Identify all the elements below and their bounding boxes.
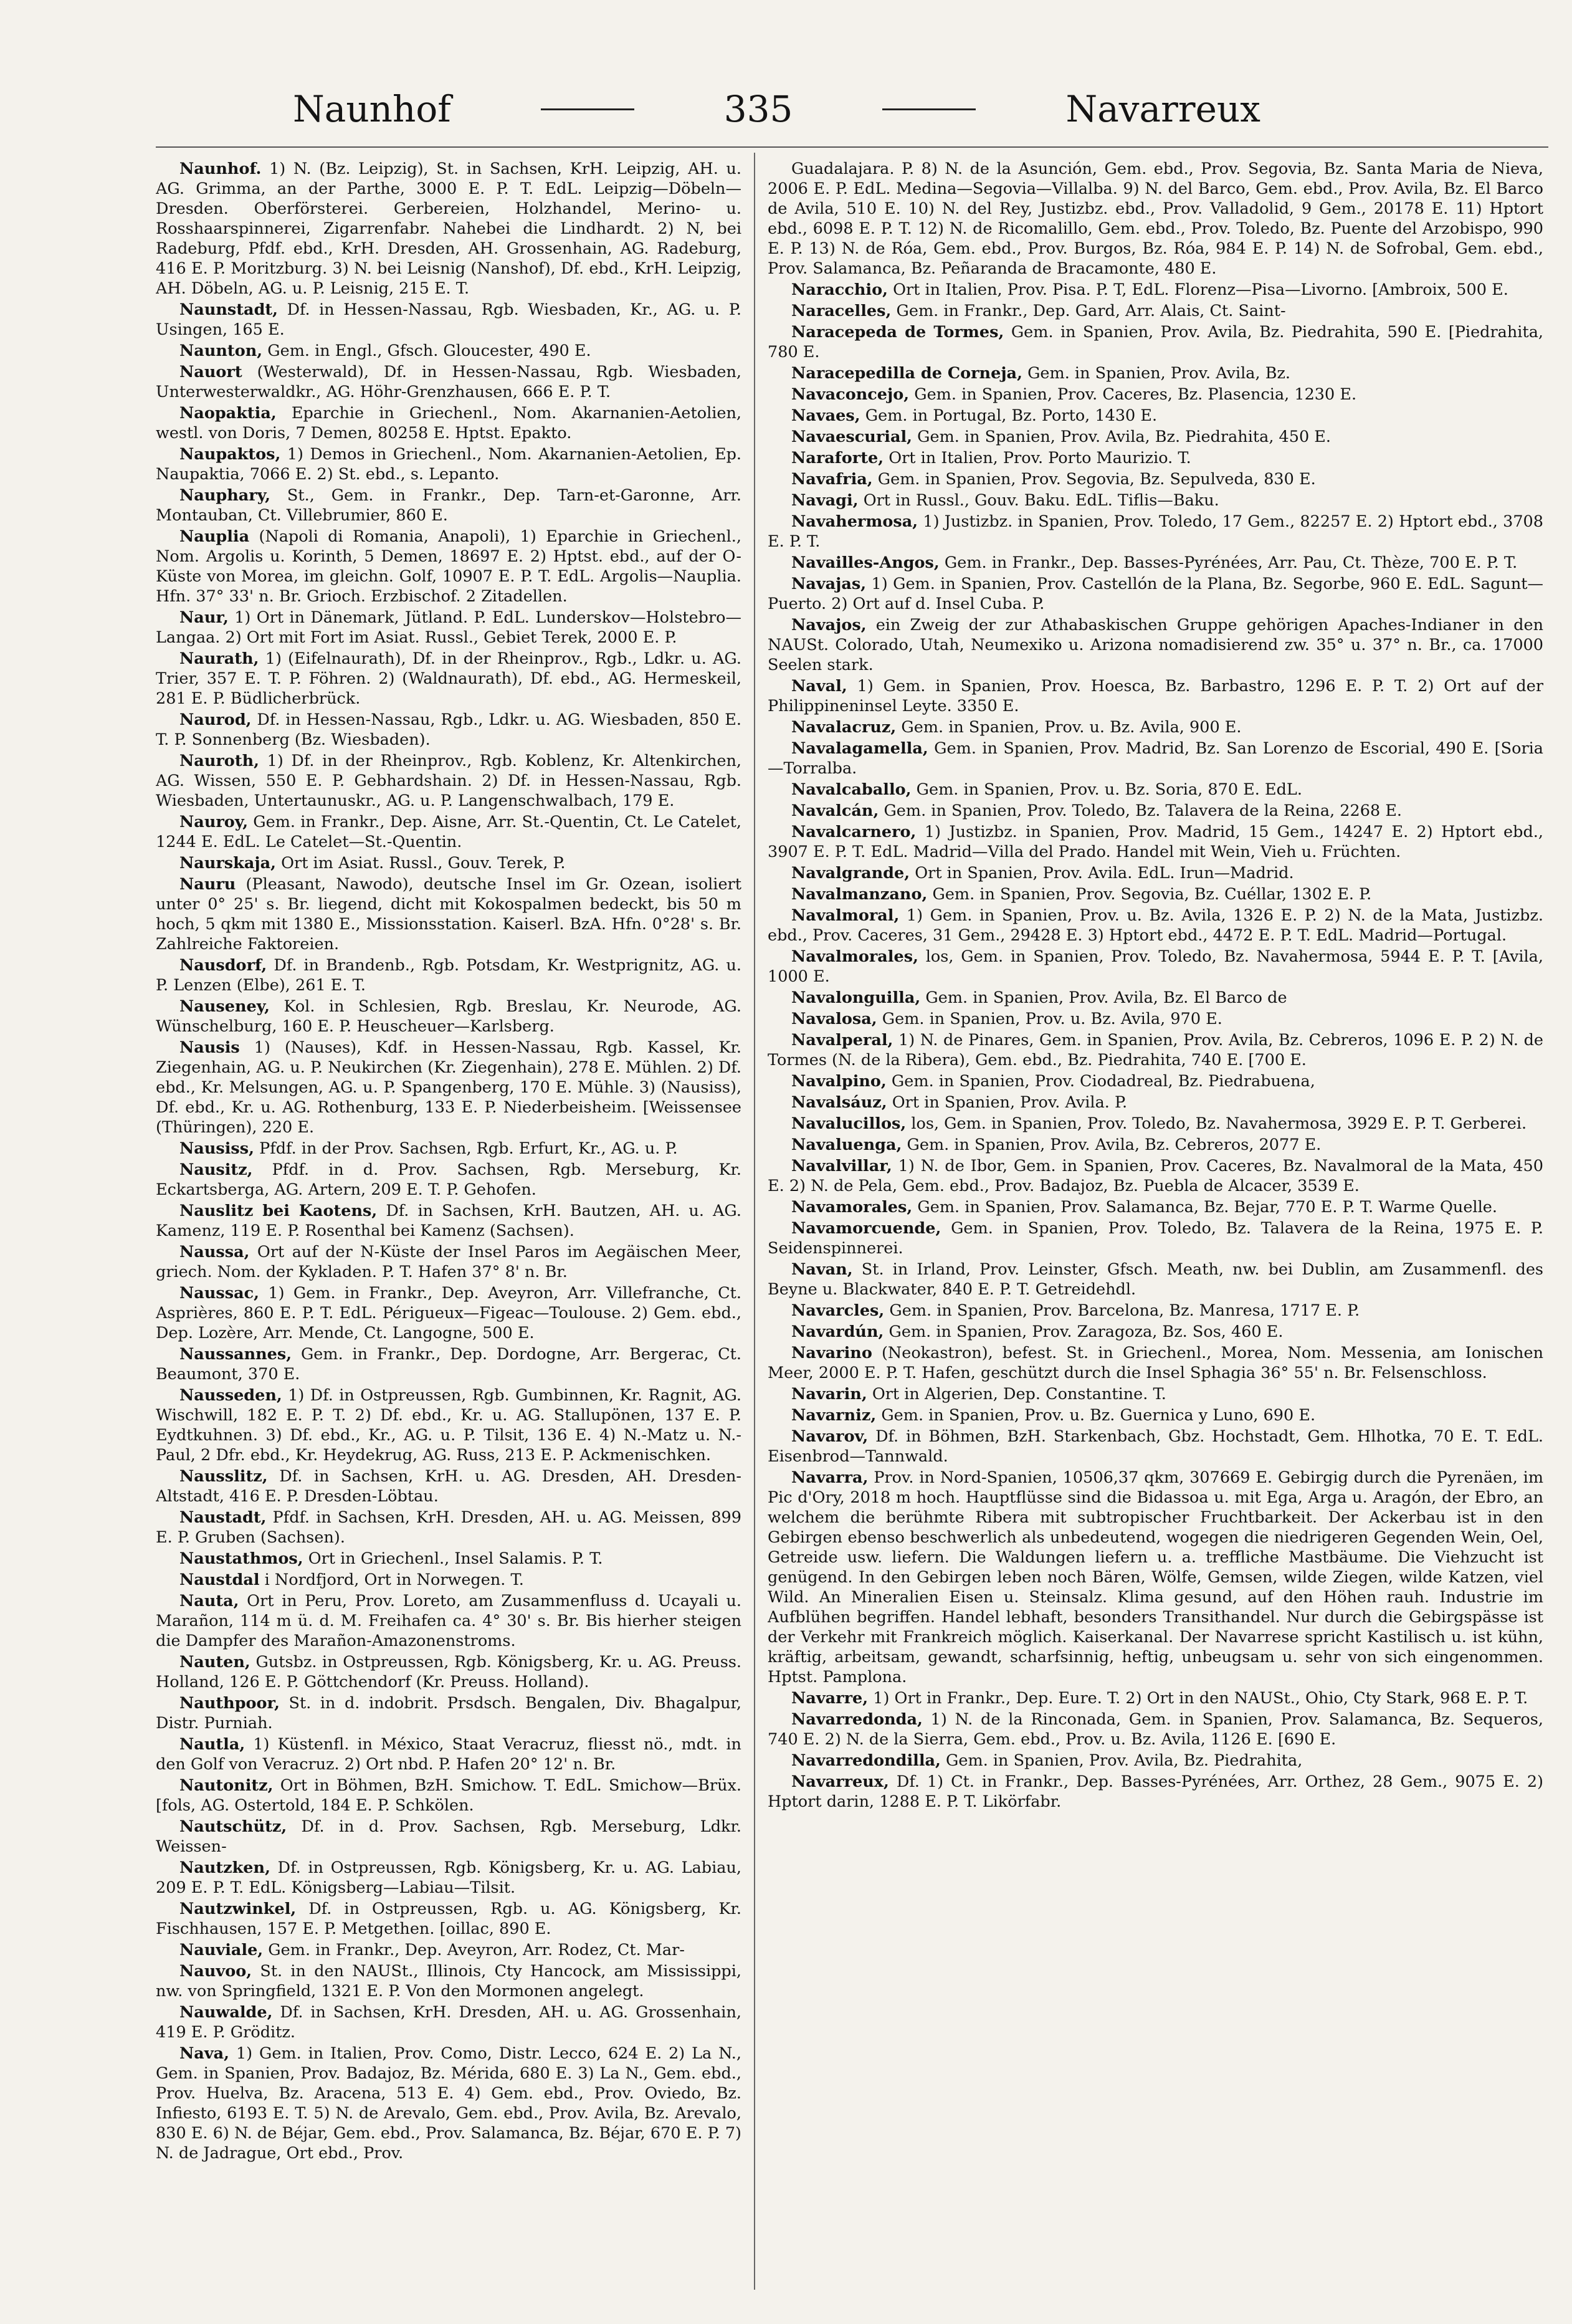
entry-headword: Nauphary, [179, 486, 270, 505]
entry-headword: Navalpino, [791, 1072, 887, 1091]
dictionary-entry [768, 676, 1543, 716]
entry-text: 1) Df. in der Rheinprov., Rgb. Koblenz, Kr. Altenkirchen, AG. Wissen, 550 E. P. Gebhardshain. 2) Df. in Hessen-Nassau, Rgb. Wiesbaden, Untertaunuskr., AG. u. P. Langenschwalbach, 179 E. [156, 752, 741, 810]
entry-text: ein Zweig der zur Athabaskischen Gruppe gehörigen Apaches-Indianer in den NAUSt. Colorado, Utah, Neumexiko u. Arizona nomadisierend zw. 35° u. 37° n. Br., ca. 17000 Seelen stark. [768, 616, 1543, 674]
entry-headword: Navalmorales, [791, 947, 918, 966]
entry-headword: Nauort [179, 363, 242, 381]
entry-headword: Navalucillos, [791, 1114, 907, 1133]
header-right-word: Navarreux [1065, 88, 1260, 130]
dictionary-entry [156, 1283, 741, 1343]
entry-text: St. in den NAUSt., Illinois, Cty Hancock, am Mississippi, nw. von Springfield, 1321 E. P. Von den Mormonen angelegt. [156, 1962, 741, 2001]
entry-text: 1) Df. in Ostpreussen, Rgb. Gumbinnen, Kr. Ragnit, AG. Wischwill, 182 E. P. T. 2) Df. ebd., Kr. u. AG. Stallupönen, 137 E. P. Eydtkuhnen. 3) Df. ebd., Kr., AG. u. P. Tilsit, 136 E. 4) N.-Matz u. N.-Paul, 2 Dfr. ebd., Kr. Heydekrug, AG. Russ, 213 E. P. Ackmenischken. [156, 1386, 741, 1465]
entry-headword: Naunstadt, [179, 300, 279, 319]
dictionary-entry [156, 403, 741, 443]
entry-headword: Navan, [791, 1260, 853, 1279]
entry-headword: Nauvoo, [179, 1962, 252, 1981]
entry-headword: Navarov, [791, 1427, 869, 1446]
dictionary-entry [156, 1776, 741, 1815]
entry-headword: Navalagamella, [791, 739, 928, 758]
dictionary-entry [156, 300, 741, 340]
entry-headword: Naupaktos, [179, 445, 281, 464]
entry-headword: Navafria, [791, 470, 873, 489]
dictionary-entry [768, 363, 1543, 383]
entry-text: 1) Gem. in Spanien, Prov. Hoesca, Bz. Barbastro, 1296 E. P. T. 2) Ort auf der Philippineninsel Leyte. 3350 E. [768, 677, 1543, 715]
entry-headword: Navardún, [791, 1322, 884, 1341]
entry-headword: Navahermosa, [791, 512, 918, 531]
entry-text: St., Gem. in Frankr., Dep. Tarn-et-Garonne, Arr. Montauban, Ct. Villebrumier, 860 E. [156, 486, 741, 525]
entry-text: Gem. in Frankr., Dep. Basses-Pyrénées, Arr. Pau, Ct. Thèze, 700 E. P. T. [944, 553, 1518, 572]
entry-headword: Navarreux, [791, 1772, 889, 1791]
entry-headword: Navailles-Angos, [791, 553, 940, 572]
entry-headword: Naur, [179, 608, 229, 627]
entry-headword: Navalperal, [791, 1031, 893, 1050]
entry-text: Df. in Hessen-Nassau, Rgb. Wiesbaden, Kr., AG. u. P. Usingen, 165 E. [156, 300, 741, 339]
dictionary-entry [156, 1734, 741, 1774]
entry-text: Ort in Spanien, Prov. Avila. P. [892, 1093, 1128, 1112]
entry-text: Gem. in Portugal, Bz. Porto, 1430 E. [865, 406, 1158, 425]
dictionary-entry [768, 512, 1543, 552]
dictionary-entry [156, 710, 741, 750]
entry-text: Eparchie in Griechenl., Nom. Akarnanien-Aetolien, westl. von Doris, 7 Demen, 80258 E. Hptst. Epakto. [156, 404, 741, 442]
entry-text: 1) Gem. in Frankr., Dep. Aveyron, Arr. Villefranche, Ct. Asprières, 860 E. P. T. EdL. Périgueux—Figeac—Toulouse. 2) Gem. ebd., Dep. Lozère, Arr. Mende, Ct. Langogne, 500 E. [156, 1284, 741, 1342]
entry-headword: Navarin, [791, 1385, 867, 1403]
entry-text: (Westerwald), Df. in Hessen-Nassau, Rgb. Wiesbaden, Unterwesterwaldkr., AG. Höhr-Grenzhausen, 666 E. P. T. [156, 363, 741, 401]
dictionary-entry [768, 1030, 1543, 1070]
entry-headword: Nausslitz, [179, 1467, 268, 1486]
entry-text: i Nordfjord, Ort in Norwegen. T. [264, 1571, 524, 1589]
entry-headword: Naracelles, [791, 302, 892, 320]
entry-headword: Navarredondilla, [791, 1751, 941, 1770]
dictionary-entry [156, 1139, 741, 1159]
entry-headword: Navalvillar, [791, 1157, 892, 1175]
entry-text: Gem. in Spanien, Prov. Zaragoza, Bz. Sos, 460 E. [888, 1322, 1284, 1341]
right-column [768, 159, 1543, 2305]
entry-headword: Navaconcejo, [791, 385, 910, 404]
entry-text: (Pleasant, Nawodo), deutsche Insel im Gr. Ozean, isoliert unter 0° 25' s. Br. liegend, dicht mit Kokospalmen bedeckt, bis 50 m hoch, 5 qkm mit 1380 E., Missionsstation. Kaiserl. BzA. Hfn. 0°28' s. Br. Zahlreiche Faktoreien. [156, 875, 741, 954]
entry-headword: Navarniz, [791, 1406, 877, 1425]
entry-text: St. in d. indobrit. Prsdsch. Bengalen, Div. Bhagalpur, Distr. Purniah. [156, 1694, 741, 1733]
entry-text: 1) Küstenfl. in México, Staat Veracruz, fliesst nö., mdt. in den Golf von Veracruz. 2) Ort nbd. P. Hafen 20° 12' n. Br. [156, 1735, 741, 1774]
entry-headword: Nauroth, [179, 752, 260, 770]
dictionary-entry [156, 485, 741, 525]
entry-text: Gem. in Spanien, Prov. u. Bz. Avila, 970 E. [882, 1010, 1222, 1028]
entry-headword: Nauten, [179, 1653, 250, 1671]
header-dash-right [882, 108, 976, 110]
dictionary-entry [156, 2044, 741, 2163]
dictionary-entry [768, 1427, 1543, 1466]
entry-headword: Nauwalde, [179, 2003, 273, 2022]
dictionary-entry [156, 649, 741, 709]
dictionary-entry [768, 801, 1543, 821]
entry-text: 1) Gem. in Italien, Prov. Como, Distr. Lecco, 624 E. 2) La N., Gem. in Spanien, Prov. Badajoz, Bz. Mérida, 680 E. 3) La N., Gem. ebd., Prov. Huelva, Bz. Aracena, 513 E. 4) Gem. ebd., Prov. Oviedo, Bz. Infiesto, 6193 E. T. 5) N. de Arevalo, Gem. ebd., Prov. Avila, Bz. Arevalo, 830 E. 6) N. de Béjar, Gem. ebd., Prov. Salamanca, Bz. Béjar, 670 E. P. 7) N. de Jadrague, Ort ebd., Prov. [156, 2044, 741, 2163]
entry-headword: Naurskaja, [179, 854, 276, 873]
entry-text: 1) N. de Ibor, Gem. in Spanien, Prov. Caceres, Bz. Navalmoral de la Mata, 450 E. 2) N. de Pela, Gem. ebd., Prov. Badajoz, Bz. Puebla de Alcacer, 3539 E. [768, 1157, 1543, 1195]
dictionary-entry [156, 608, 741, 648]
entry-text: Ort auf der N-Küste der Insel Paros im Aegäischen Meer, griech. Nom. der Kykladen. P. T. Hafen 37° 8' n. Br. [156, 1243, 741, 1281]
dictionary-entry [768, 1197, 1543, 1217]
entry-text: Gem. in Spanien, Prov. Avila, Bz. Piedrahita, 590 E. [Piedrahita, 780 E. [768, 323, 1543, 361]
entry-text: Df. in Ostpreussen, Rgb. Königsberg, Kr. u. AG. Labiau, 209 E. P. T. EdL. Königsberg—Labiau—Tilsit. [156, 1858, 741, 1897]
entry-headword: Navalcarnero, [791, 823, 917, 841]
entry-text: Df. in Hessen-Nassau, Rgb., Ldkr. u. AG. Wiesbaden, 850 E. T. P. Sonnenberg (Bz. Wiesbaden). [156, 710, 741, 749]
dictionary-entry [768, 1009, 1543, 1029]
entry-headword: Nauta, [179, 1592, 239, 1610]
dictionary-entry [768, 884, 1543, 904]
entry-text: Gem. in Frankr., Dep. Gard, Arr. Alais, Ct. Saint- [896, 302, 1286, 320]
dictionary-entry [768, 1218, 1543, 1258]
dictionary-entry [156, 1385, 741, 1465]
dictionary-entry [768, 615, 1543, 675]
entry-text: (Neokastron), befest. St. in Griechenl., Morea, Nom. Messenia, am Ionischen Meer, 2000 E. P. T. Hafen, geschützt durch die Insel Sphagia 36° 55' n. Br. Felsenschloss. [768, 1344, 1543, 1382]
dictionary-entry [768, 863, 1543, 883]
dictionary-entry [768, 1260, 1543, 1299]
entry-headword: Naustathmos, [179, 1549, 303, 1568]
entry-text: Ort im Asiat. Russl., Gouv. Terek, P. [281, 854, 566, 873]
dictionary-entry [156, 812, 741, 852]
page-number: 335 [723, 88, 793, 130]
entry-text: Ort in Griechenl., Insel Salamis. P. T. [308, 1549, 603, 1568]
column-divider [754, 153, 755, 2290]
entry-text: Ort in Peru, Prov. Loreto, am Zusammenfluss d. Ucayali u. Marañon, 114 m ü. d. M. Freihafen ca. 4° 30' s. Br. Bis hierher steigen die Dampfer des Marañon-Amazonenstroms. [156, 1592, 741, 1650]
dictionary-entry [156, 159, 741, 299]
entry-text: St. in Irland, Prov. Leinster, Gfsch. Meath, nw. bei Dublin, am Zusammenfl. des Beyne u. Blackwater, 840 E. P. T. Getreidehdl. [768, 1260, 1543, 1299]
entry-headword: Navajas, [791, 575, 867, 593]
entry-headword: Naurod, [179, 710, 252, 729]
entry-headword: Navarcles, [791, 1301, 885, 1320]
dictionary-entry [156, 1570, 741, 1590]
entry-headword: Nausdorf, [179, 956, 267, 975]
entry-text: 1) Justizbz. in Spanien, Prov. Madrid, 15 Gem., 14247 E. 2) Hptort ebd., 3907 E. P. T. EdL. Madrid—Villa del Prado. Handel mit Wein, Vieh u. Früchten. [768, 823, 1543, 861]
entry-headword: Navalsáuz, [791, 1093, 887, 1112]
entry-headword: Navaes, [791, 406, 860, 425]
entry-text: Kol. in Schlesien, Rgb. Breslau, Kr. Neurode, AG. Wünschelburg, 160 E. P. Heuscheuer—Karlsberg. [156, 997, 741, 1036]
dictionary-entry [768, 280, 1543, 300]
dictionary-entry [768, 988, 1543, 1008]
dictionary-entry [768, 1468, 1543, 1687]
dictionary-entry [768, 906, 1543, 945]
entry-text: Gem. in Spanien, Prov. Ciodadreal, Bz. Piedrabuena, [891, 1072, 1315, 1091]
entry-headword: Naval, [791, 677, 847, 696]
entry-text: Gutsbz. in Ostpreussen, Rgb. Königsberg, Kr. u. AG. Preuss. Holland, 126 E. P. Göttchendorf (Kr. Preuss. Holland). [156, 1653, 741, 1691]
entry-text: 1) Demos in Griechenl., Nom. Akarnanien-Aetolien, Ep. Naupaktia, 7066 E. 2) St. ebd., s. Lepanto. [156, 445, 741, 484]
entry-text: Gem. in Spanien, Prov. Avila, Bz. Cebreros, 2077 E. [907, 1136, 1322, 1154]
entry-headword: Navalmanzano, [791, 885, 928, 904]
entry-text: 1) (Nauses), Kdf. in Hessen-Nassau, Rgb. Kassel, Kr. Ziegenhain, AG. u. P. Neukirchen (Kr. Ziegenhain), 278 E. Mühlen. 2) Df. ebd., Kr. Melsungen, AG. u. P. Spangenberg, 170 E. Mühle. 3) (Nausiss), Df. ebd., Kr. u. AG. Rothenburg, 133 E. P. Niederbeisheim. [Weissensee (Thüringen), 220 E. [156, 1038, 741, 1137]
entry-text: Ort in Böhmen, BzH. Smichow. T. EdL. Smichow—Brüx. [fols, AG. Ostertold, 184 E. P. Schkölen. [156, 1776, 741, 1815]
entry-text: Ort in Algerien, Dep. Constantine. T. [872, 1385, 1166, 1403]
entry-text: Gem. in Spanien, Prov. Avila, Bz. [1027, 364, 1290, 383]
entry-headword: Nautla, [179, 1735, 245, 1754]
dictionary-entry [156, 2002, 741, 2042]
dictionary-entry [768, 490, 1543, 510]
entry-headword: Nautzwinkel, [179, 1900, 297, 1918]
entry-text: Gem. in Spanien, Prov. Avila, Bz. El Barco de [925, 988, 1287, 1007]
running-header [293, 81, 1260, 137]
dictionary-entry [156, 751, 741, 811]
dictionary-entry [156, 1549, 741, 1569]
entry-text: 1) N. (Bz. Leipzig), St. in Sachsen, KrH. Leipzig, AH. u. AG. Grimma, an der Parthe, 3000 E. P. T. EdL. Leipzig—Döbeln—Dresden. Oberförsterei. Gerbereien, Holzhandel, Merino- u. Rosshaarspinnerei, Zigarrenfabr. Nahebei die Lindhardt. 2) N, bei Radeburg, Pfdf. ebd., KrH. Dresden, AH. Grossenhain, AG. Radeburg, 416 E. P. Moritzburg. 3) N. bei Leisnig (Nanshof), Df. ebd., KrH. Leipzig, AH. Döbeln, AG. u. P. Leisnig, 215 E. T. [156, 160, 741, 298]
entry-text: 1) Ort in Frankr., Dep. Eure. T. 2) Ort in den NAUSt., Ohio, Cty Stark, 968 E. P. T. [873, 1689, 1528, 1708]
entry-headword: Naopaktia, [179, 404, 277, 423]
entry-headword: Navarra, [791, 1468, 869, 1487]
dictionary-entry [156, 1508, 741, 1547]
entry-text: Pfdf. in der Prov. Sachsen, Rgb. Erfurt, Kr., AG. u. P. [259, 1139, 678, 1158]
entry-headword: Naraforte, [791, 449, 884, 467]
entry-headword: Navalgrande, [791, 864, 910, 882]
dictionary-entry [156, 853, 741, 873]
entry-text: 1) (Eifelnaurath), Df. in der Rheinprov., Rgb., Ldkr. u. AG. Trier, 357 E. T. P. Föhren. 2) (Waldnaurath), Df. ebd., AG. Hermeskeil, 281 E. P. Büdlicherbrück. [156, 649, 741, 708]
entry-text: Gem. in Frankr., Dep. Aveyron, Arr. Rodez, Ct. Mar- [268, 1941, 685, 1959]
dictionary-entry [768, 1156, 1543, 1196]
dictionary-entry [768, 1384, 1543, 1404]
entry-text: 1) Justizbz. in Spanien, Prov. Toledo, 17 Gem., 82257 E. 2) Hptort ebd., 3708 E. P. T. [768, 512, 1543, 551]
left-column [156, 159, 741, 2305]
dictionary-entry [768, 1071, 1543, 1091]
entry-headword: Nausiss, [179, 1139, 255, 1158]
entry-headword: Navarredonda, [791, 1710, 923, 1729]
entry-headword: Naunhof. [179, 160, 262, 178]
dictionary-entry [156, 362, 741, 402]
entry-headword: Navamorales, [791, 1198, 913, 1217]
entry-headword: Naustdal [179, 1571, 260, 1589]
dictionary-entry [156, 1652, 741, 1692]
entry-headword: Navarino [791, 1344, 872, 1362]
entry-text: Gem. in Spanien, Prov. u. Bz. Soria, 870 E. EdL. [916, 780, 1302, 799]
entry-headword: Naracepedilla de Corneja, [791, 364, 1022, 383]
entry-headword: Nauthpoor, [179, 1694, 280, 1713]
entry-text: (Napoli di Romania, Anapoli), 1) Eparchie in Griechenl., Nom. Argolis u. Korinth, 5 Demen, 18697 E. 2) Hptst. ebd., auf der O-Küste von Morea, im gleichn. Golf, 10907 E. P. T. EdL. Argolis—Nauplia. Hfn. 37° 33' n. Br. Grioch. Erzbischof. 2 Zitadellen. [156, 527, 741, 606]
entry-text: Pfdf. in Sachsen, KrH. Dresden, AH. u. AG. Meissen, 899 E. P. Gruben (Sachsen). [156, 1508, 741, 1547]
entry-headword: Navalmoral, [791, 906, 900, 925]
dictionary-entry [156, 1817, 741, 1857]
dictionary-entry [768, 159, 1543, 279]
entry-headword: Navagi, [791, 491, 859, 510]
entry-headword: Navarre, [791, 1689, 869, 1708]
dictionary-entry [156, 341, 741, 361]
entry-text: los, Gem. in Spanien, Prov. Toledo, Bz. Navahermosa, 3929 E. P. T. Gerberei. [911, 1114, 1527, 1133]
entry-headword: Naussannes, [179, 1345, 292, 1364]
dictionary-entry [768, 1688, 1543, 1708]
entry-text: 1) N. de Pinares, Gem. in Spanien, Prov. Avila, Bz. Cebreros, 1096 E. P. 2) N. de Tormes (N. de la Ribera), Gem. ebd., Bz. Piedrahita, 740 E. [700 E. [768, 1031, 1543, 1069]
dictionary-entry [156, 1201, 741, 1241]
dictionary-entry [768, 469, 1543, 489]
entry-text: Gem. in Spanien, Prov. Toledo, Bz. Talavera de la Reina, 1975 E. P. Seidenspinnerei. [768, 1219, 1543, 1258]
entry-headword: Nautzken, [179, 1858, 270, 1877]
dictionary-entry [156, 1591, 741, 1651]
dictionary-entry [768, 1751, 1543, 1771]
entry-text: Gem. in Spanien, Prov. Avila, Bz. Piedrahita, 450 E. [917, 428, 1331, 446]
header-rule [156, 146, 1548, 148]
dictionary-entry [768, 406, 1543, 426]
dictionary-entry [768, 822, 1543, 862]
entry-headword: Nauplia [179, 527, 250, 546]
entry-text: 1) Gem. in Spanien, Prov. u. Bz. Avila, 1326 E. P. 2) N. de la Mata, Justizbz. ebd., Prov. Caceres, 31 Gem., 29428 E. 3) Hptort ebd., 4472 E. P. T. EdL. Madrid—Portugal. [768, 906, 1543, 945]
entry-text: Df. in Brandenb., Rgb. Potsdam, Kr. Westprignitz, AG. u. P. Lenzen (Elbe), 261 E. T. [156, 956, 741, 995]
entry-text: Ort in Russl., Gouv. Baku. EdL. Tiflis—Baku. [863, 491, 1219, 510]
entry-text: Df. 1) Ct. in Frankr., Dep. Basses-Pyrénées, Arr. Orthez, 28 Gem., 9075 E. 2) Hptort darin, 1288 E. P. T. Likörfabr. [768, 1772, 1543, 1811]
entry-text: Gem. in Spanien, Prov. Madrid, Bz. San Lorenzo de Escorial, 490 E. [Soria—Torralba. [768, 739, 1543, 778]
entry-text: Df. in Ostpreussen, Rgb. u. AG. Königsberg, Kr. Fischhausen, 157 E. P. Metgethen. [oillac, 890 E. [156, 1900, 741, 1938]
dictionary-entry [156, 997, 741, 1036]
dictionary-entry [156, 874, 741, 954]
entry-headword: Navaescurial, [791, 428, 913, 446]
dictionary-entry [768, 780, 1543, 800]
dictionary-entry [768, 1301, 1543, 1321]
entry-headword: Navalacruz, [791, 718, 897, 737]
entry-text: Gem. in Frankr., Dep. Dordogne, Arr. Bergerac, Ct. Beaumont, 370 E. [156, 1345, 741, 1384]
entry-text: Gem. in Spanien, Prov. Salamanca, Bz. Bejar, 770 E. P. T. Warme Quelle. [917, 1198, 1497, 1217]
entry-text: Pfdf. in d. Prov. Sachsen, Rgb. Merseburg, Kr. Eckartsberga, AG. Artern, 209 E. T. P. Gehofen. [156, 1160, 741, 1199]
entry-headword: Naustadt, [179, 1508, 267, 1527]
entry-headword: Nauslitz bei Kaotens, [179, 1202, 378, 1220]
entry-text: Df. in Sachsen, KrH. Dresden, AH. u. AG. Grossenhain, 419 E. P. Gröditz. [156, 2003, 741, 2042]
dictionary-entry [768, 1343, 1543, 1383]
dictionary-entry [768, 717, 1543, 737]
entry-headword: Naussa, [179, 1243, 250, 1261]
entry-text: Ort in Spanien, Prov. Avila. EdL. Irun—Madrid. [915, 864, 1294, 882]
dictionary-entry [768, 553, 1543, 573]
dictionary-entry [156, 1858, 741, 1898]
entry-headword: Nauru [179, 875, 236, 894]
dictionary-entry [156, 1160, 741, 1200]
entry-headword: Nava, [179, 2044, 230, 2063]
dictionary-entry [156, 955, 741, 995]
dictionary-entry [768, 1135, 1543, 1155]
entry-headword: Navalonguilla, [791, 988, 921, 1007]
header-left-word: Naunhof [293, 88, 451, 130]
dictionary-entry [156, 1693, 741, 1733]
dictionary-entry [768, 574, 1543, 614]
entry-headword: Nautschütz, [179, 1817, 287, 1836]
entry-text: Gem. in Spanien, Prov. Barcelona, Bz. Manresa, 1717 E. P. [889, 1301, 1360, 1320]
dictionary-entry [768, 1093, 1543, 1112]
entry-headword: Navalcaballo, [791, 780, 912, 799]
entry-headword: Naunton, [179, 342, 263, 360]
entry-text: Gem. in Frankr., Dep. Aisne, Arr. St.-Quentin, Ct. Le Catelet, 1244 E. EdL. Le Catelet—St.-Quentin. [156, 813, 741, 851]
dictionary-entry [156, 1466, 741, 1506]
dictionary-entry [768, 322, 1543, 362]
entry-headword: Naracchio, [791, 280, 888, 299]
entry-headword: Nausitz, [179, 1160, 253, 1179]
entry-headword: Nauviale, [179, 1941, 264, 1959]
entry-text: Gem. in Spanien, Prov. Segovia, Bz. Cuéllar, 1302 E. P. [932, 885, 1372, 904]
header-dash-left [541, 108, 634, 110]
entry-headword: Navajos, [791, 616, 867, 634]
entry-headword: Nausseden, [179, 1386, 282, 1405]
entry-text: los, Gem. in Spanien, Prov. Toledo, Bz. Navahermosa, 5944 E. P. T. [Avila, 1000 E. [768, 947, 1543, 986]
entry-text: Prov. in Nord-Spanien, 10506,37 qkm, 307669 E. Gebirgig durch die Pyrenäen, im Pic d'Ory, 2018 m hoch. Hauptflüsse sind die Bidassoa u. mit Ega, Arga u. Aragón, der Ebro, an welchem die berühmte Ribera mit subtropischer Fruchtbarkeit. Der Ackerbau ist in den Gebirgen ebenso beschwerlich als unbedeutend, wogegen die niedrigeren Gegenden Wein, Oel, Getreide usw. liefern. Die Waldungen liefern u. a. treffliche Mastbäume. Die Viehzucht ist genügend. In den Gebirgen leben noch Bären, Wölfe, Gemsen, wilde Ziegen, wilde Katzen, viel Wild. An Mineralien Eisen u. Steinsalz. Klima gesund, auf den Höhen rauh. Industrie im Aufblühen begriffen. Handel lebhaft, besonders Transithandel. Nur durch die Gebirgspässe ist der Verkehr mit Frankreich möglich. Kaiserkanal. Der Navarrese spricht Kastilisch u. ist kühn, kräftig, arbeitsam, gewandt, scharfsinnig, heftig, unbeugsam u. sehr von sich eingenommen. Hptst. Pamplona. [768, 1468, 1543, 1686]
entry-text: Gem. in Engl., Gfsch. Gloucester, 490 E. [267, 342, 591, 360]
entry-text: Gem. in Spanien, Prov. u. Bz. Avila, 900 E. [901, 718, 1242, 737]
dictionary-entry [768, 739, 1543, 778]
dictionary-entry [156, 527, 741, 606]
dictionary-entry [768, 385, 1543, 404]
entry-text: Df. in Sachsen, KrH. Bautzen, AH. u. AG. Kamenz, 119 E. P. Rosenthal bei Kamenz (Sachsen). [156, 1202, 741, 1240]
dictionary-entry [156, 1961, 741, 2001]
dictionary-entry [768, 1772, 1543, 1812]
entry-headword: Nautonitz, [179, 1776, 274, 1795]
dictionary-entry [156, 444, 741, 484]
entry-text: 1) N. de la Rinconada, Gem. in Spanien, Prov. Salamanca, Bz. Sequeros, 740 E. 2) N. de la Sierra, Gem. ebd., Prov. u. Bz. Avila, 1126 E. [690 E. [768, 1710, 1543, 1749]
dictionary-entry [768, 1114, 1543, 1134]
dictionary-entry [156, 1899, 741, 1939]
entry-headword: Nausis [179, 1038, 240, 1057]
entry-text: Gem. in Spanien, Prov. Toledo, Bz. Talavera de la Reina, 2268 E. [884, 801, 1403, 820]
entry-text: Df. in d. Prov. Sachsen, Rgb. Merseburg, Ldkr. Weissen- [156, 1817, 741, 1856]
dictionary-entry [768, 947, 1543, 987]
dictionary-entry [768, 1322, 1543, 1342]
entry-text: Gem. in Spanien, Prov. Segovia, Bz. Sepulveda, 830 E. [877, 470, 1316, 489]
entry-text: 1) Gem. in Spanien, Prov. Castellón de la Plana, Bz. Segorbe, 960 E. EdL. Sagunt—Puerto. 2) Ort auf d. Insel Cuba. P. [768, 575, 1543, 613]
entry-text: Ort in Italien, Prov. Pisa. P. T, EdL. Florenz—Pisa—Livorno. [Ambroix, 500 E. [893, 280, 1508, 299]
dictionary-entry [768, 1710, 1543, 1749]
dictionary-entry [156, 1344, 741, 1384]
entry-headword: Navalosa, [791, 1010, 877, 1028]
entry-headword: Navalcán, [791, 801, 879, 820]
dictionary-entry [156, 1242, 741, 1282]
dictionary-entry [768, 427, 1543, 447]
entry-text: Guadalajara. P. 8) N. de la Asunción, Gem. ebd., Prov. Segovia, Bz. Santa Maria de Nieva, 2006 E. P. EdL. Medina—Segovia—Villalba. 9) N. del Barco, Gem. ebd., Prov. Avila, Bz. El Barco de Avila, 510 E. 10) N. del Rey, Justizbz. ebd., Prov. Valladolid, 9 Gem., 20178 E. 11) Hptort ebd., 6098 E. P. T. 12) N. de Ricomalillo, Gem. ebd., Prov. Toledo, Bz. Puente del Arzobispo, 990 E. P. 13) N. de Róa, Gem. ebd., Prov. Burgos, Bz. Róa, 984 E. P. 14) N. de Sofrobal, Gem. ebd., Prov. Salamanca, Bz. Peñaranda de Bracamonte, 480 E. [768, 160, 1543, 278]
entry-text: Ort in Italien, Prov. Porto Maurizio. T. [888, 449, 1191, 467]
entry-headword: Nauroy, [179, 813, 249, 831]
dictionary-entry [156, 1038, 741, 1137]
dictionary-entry [768, 1405, 1543, 1425]
entry-text: Df. in Böhmen, BzH. Starkenbach, Gbz. Hochstadt, Gem. Hlhotka, 70 E. T. EdL. Eisenbrod—Tannwald. [768, 1427, 1543, 1466]
entry-text: 1) Ort in Dänemark, Jütland. P. EdL. Lunderskov—Holstebro—Langaa. 2) Ort mit Fort im Asiat. Russl., Gebiet Terek, 2000 E. P. [156, 608, 741, 647]
entry-text: Gem. in Spanien, Prov. u. Bz. Guernica y Luno, 690 E. [881, 1406, 1316, 1425]
entry-headword: Navamorcuende, [791, 1219, 941, 1238]
dictionary-entry [768, 448, 1543, 468]
entry-headword: Navaluenga, [791, 1136, 902, 1154]
entry-text: Gem. in Spanien, Prov. Avila, Bz. Piedrahita, [946, 1751, 1303, 1770]
entry-text: Df. in Sachsen, KrH. u. AG. Dresden, AH. Dresden-Altstadt, 416 E. P. Dresden-Löbtau. [156, 1467, 741, 1506]
entry-headword: Naurath, [179, 649, 259, 668]
entry-text: Gem. in Spanien, Prov. Caceres, Bz. Plasencia, 1230 E. [914, 385, 1357, 404]
entry-headword: Nauseney, [179, 997, 270, 1016]
entry-headword: Naussac, [179, 1284, 260, 1303]
dictionary-entry [156, 1940, 741, 1960]
dictionary-entry [768, 301, 1543, 321]
entry-headword: Naracepeda de Tormes, [791, 323, 1004, 342]
